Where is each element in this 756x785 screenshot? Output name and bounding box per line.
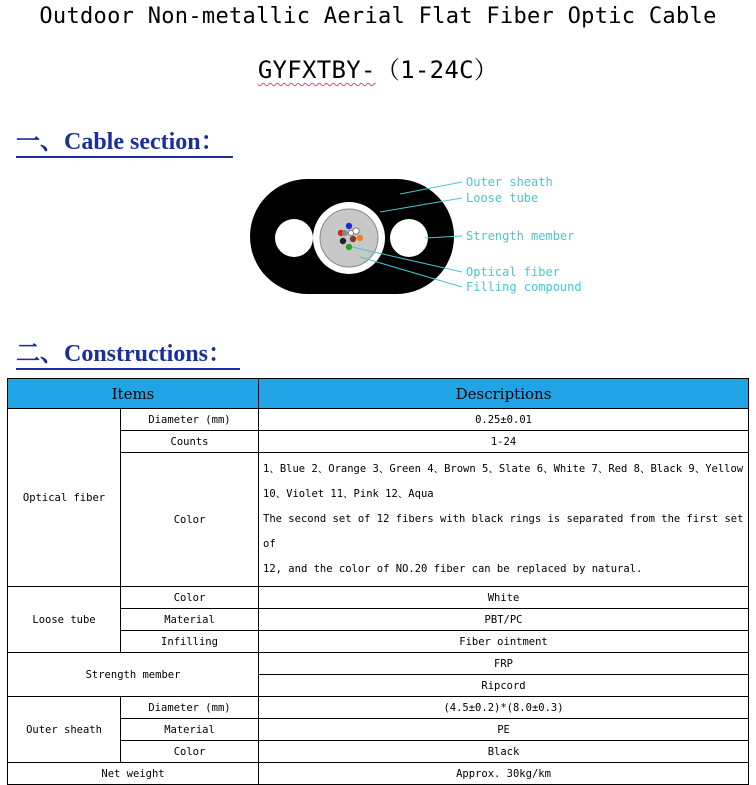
cell-value: 0.25±0.01 — [259, 409, 749, 431]
constructions-table — [7, 378, 749, 785]
fiber-brown — [350, 236, 356, 242]
section-heading-cable: 一、Cable section： — [16, 128, 233, 158]
fiber-color-line: 10、Violet 11、Pink 12、Aqua — [263, 488, 434, 500]
cell-value: PBT/PC — [259, 609, 749, 631]
fiber-blue — [346, 223, 352, 229]
row-label-loose-tube: Loose tube — [8, 587, 121, 653]
cable-section-diagram — [0, 160, 756, 310]
fiber-color-line: The second set of 12 fibers with black rings is separated from the first set of — [263, 513, 744, 550]
row-label-strength-member: Strength member — [8, 653, 259, 697]
label-strength-member: Strength member — [466, 229, 575, 243]
fiber-black — [340, 238, 346, 244]
model-title — [0, 50, 756, 85]
row-label-outer-sheath: Outer sheath — [8, 697, 121, 763]
fiber-white-center — [348, 230, 353, 235]
table-row — [8, 697, 749, 719]
cell-value: FRP — [259, 653, 749, 675]
label-outer-sheath: Outer sheath — [466, 175, 553, 189]
cell-value: PE — [259, 719, 749, 741]
fiber-color-line: 12, and the color of NO.20 fiber can be replaced by natural. — [263, 563, 643, 575]
row-label-optical-fiber: Optical fiber — [8, 409, 121, 587]
cell-value: Black — [259, 741, 749, 763]
cell-label: Diameter (mm) — [121, 697, 259, 719]
fiber-green — [346, 244, 352, 250]
header-descriptions: Descriptions — [259, 379, 749, 409]
cell-label: Color — [121, 453, 259, 587]
cell-value: (4.5±0.2)*(8.0±0.3) — [259, 697, 749, 719]
row-label-net-weight: Net weight — [8, 763, 259, 785]
cell-value: Approx. 30kg/km — [259, 763, 749, 785]
label-loose-tube: Loose tube — [466, 191, 539, 205]
cell-label: Color — [121, 741, 259, 763]
strength-member-left — [275, 219, 313, 257]
label-filling-compound: Filling compound — [466, 280, 582, 294]
table-row — [8, 409, 749, 431]
cell-value: 1-24 — [259, 431, 749, 453]
cell-label: Material — [121, 719, 259, 741]
fiber-color-line: 1、Blue 2、Orange 3、Green 4、Brown 5、Slate 6、White 7、Red 8、Black 9、Yellow — [263, 463, 744, 475]
model-range: （1-24C） — [375, 56, 499, 84]
cell-label: Diameter (mm) — [121, 409, 259, 431]
table-row — [8, 587, 749, 609]
cell-label: Infilling — [121, 631, 259, 653]
fiber-orange — [357, 235, 363, 241]
strength-member-right — [390, 219, 428, 257]
header-items: Items — [8, 379, 259, 409]
section-heading-constructions: 二、Constructions： — [16, 340, 240, 370]
cell-label: Counts — [121, 431, 259, 453]
cell-value: White — [259, 587, 749, 609]
cell-label: Material — [121, 609, 259, 631]
label-optical-fiber: Optical fiber — [466, 265, 560, 279]
cell-value: Ripcord — [259, 675, 749, 697]
fiber-color-description — [259, 453, 749, 587]
table-header-row — [8, 379, 749, 409]
table-row — [8, 653, 749, 675]
document-title: Outdoor Non-metallic Aerial Flat Fiber Optic Cable — [39, 4, 717, 29]
table-row — [8, 763, 749, 785]
cell-value: Fiber ointment — [259, 631, 749, 653]
fiber-slate — [342, 230, 348, 236]
cell-label: Color — [121, 587, 259, 609]
model-code: GYFXTBY- — [257, 56, 376, 84]
filling-compound-shape — [320, 209, 378, 267]
